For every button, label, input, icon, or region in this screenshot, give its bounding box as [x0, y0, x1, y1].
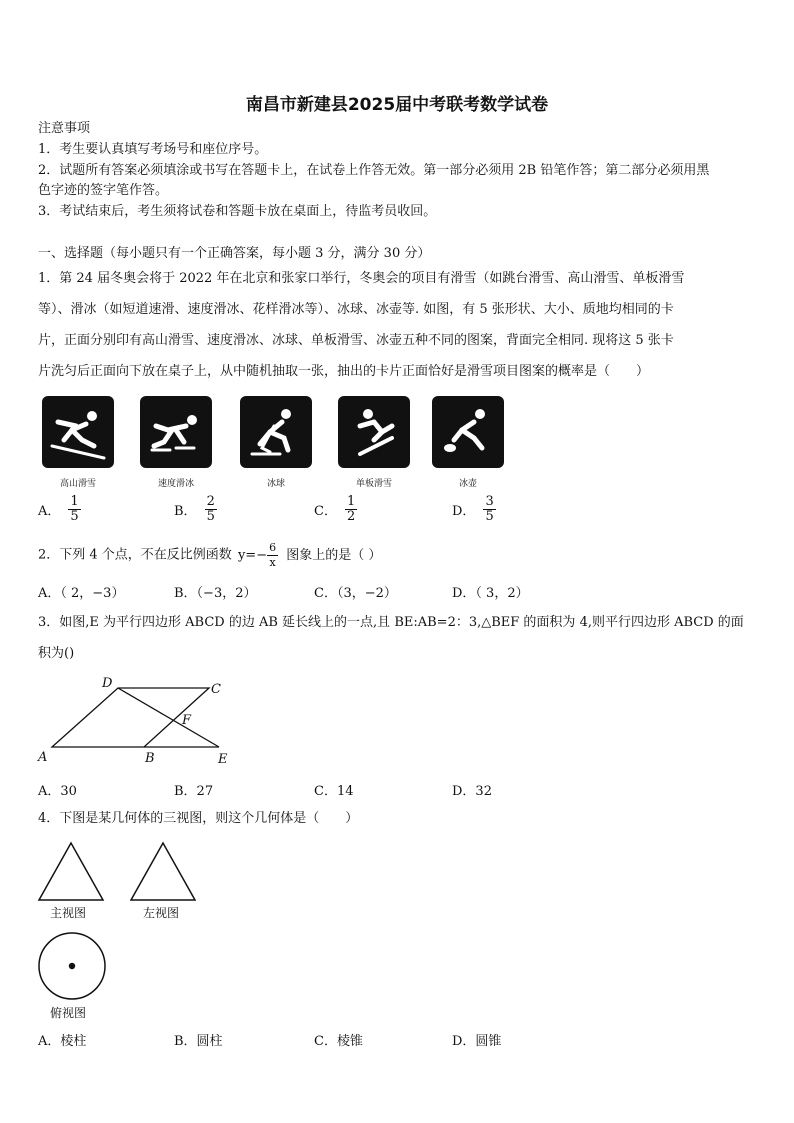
- fraction: [345, 495, 357, 524]
- card-label: 速度滑冰: [157, 479, 194, 489]
- question-3-text: 积为(): [38, 646, 75, 661]
- option-c[interactable]: [314, 495, 357, 524]
- fraction: [483, 495, 495, 524]
- option-b[interactable]: B．（−3，2）: [174, 586, 257, 601]
- top-view-circle: [36, 930, 108, 1002]
- section-heading: 一、选择题（每小题只有一个正确答案，每小题 3 分，满分 30 分）: [38, 246, 431, 261]
- question-1-text: 1．第 24 届冬奥会将于 2022 年在北京和张家口举行，冬奥会的项目有滑雪（如跳台滑雪、高山滑雪、单板滑雪: [38, 271, 685, 286]
- option-d[interactable]: [452, 495, 496, 524]
- denominator: 2: [346, 509, 356, 524]
- question-3-text: 3．如图,E 为平行四边形 ABCD 的边 AB 延长线上的一点,且 BE:AB=2：3,△BEF 的面积为 4,则平行四边形 ABCD 的面: [38, 615, 744, 630]
- point-label-b: B: [145, 751, 155, 766]
- question-2-text: [38, 541, 381, 570]
- notice-item: 2．试题所有答案必须填涂或书写在答题卡上，在试卷上作答无效。第一部分必须用 2B 铅笔作答；第二部分必须用黑: [38, 163, 710, 178]
- option-c[interactable]: C．棱锥: [314, 1034, 363, 1049]
- alpine-skiing-icon: [42, 396, 114, 468]
- denominator: 5: [70, 509, 79, 524]
- option-b[interactable]: B．27: [174, 784, 214, 799]
- option-a[interactable]: A．棱柱: [38, 1034, 87, 1049]
- card-label: 单板滑雪: [355, 479, 392, 489]
- option-c[interactable]: C．14: [314, 784, 354, 799]
- option-c[interactable]: C．（3，−2）: [314, 586, 397, 601]
- denominator: 5: [485, 509, 494, 524]
- option-a[interactable]: [38, 495, 81, 524]
- point-label-c: C: [211, 682, 221, 697]
- snowboard-icon: [338, 396, 410, 468]
- view-label: 俯视图: [50, 1006, 87, 1020]
- fraction: [68, 495, 80, 524]
- question-1-text: 片洗匀后正面向下放在桌子上，从中随机抽取一张，抽出的卡片正面恰好是滑雪项目图案的概率是（ ）: [38, 364, 650, 379]
- point-label-d: D: [102, 676, 113, 691]
- speed-skating-icon: [140, 396, 212, 468]
- option-a[interactable]: A．（ 2，−3）: [38, 586, 125, 601]
- function-fraction: [267, 541, 278, 570]
- ice-hockey-icon: [240, 396, 312, 468]
- question-4-text: 4．下图是某几何体的三视图，则这个几何体是（ ）: [38, 811, 359, 826]
- option-letter: A．: [38, 504, 61, 519]
- parallelogram-diagram: [34, 672, 264, 772]
- numerator: 1: [70, 494, 79, 509]
- question-2-prefix: 2．下列 4 个点，不在反比例函数: [38, 547, 232, 563]
- notice-item: 3．考试结束后，考生须将试卷和答题卡放在桌面上，待监考员收回。: [38, 204, 437, 219]
- front-view-triangle: [39, 843, 103, 900]
- notice-item: 1．考生要认真填写考场号和座位序号。: [38, 142, 268, 157]
- card-label: 冰壶: [458, 479, 477, 489]
- point-label-e: E: [218, 752, 228, 767]
- option-letter: C．: [314, 504, 337, 519]
- option-d[interactable]: D．32: [452, 784, 492, 799]
- option-letter: D．: [452, 504, 476, 519]
- option-b[interactable]: [174, 495, 217, 524]
- option-a[interactable]: A．30: [38, 784, 77, 799]
- view-label: 主视图: [50, 906, 87, 920]
- question-2-suffix: 图象上的是（ ）: [286, 547, 382, 563]
- option-d[interactable]: D．（ 3，2）: [452, 586, 529, 601]
- question-1-text: 片，正面分别印有高山滑雪、速度滑冰、冰球、单板滑雪、冰壶五种不同的图案，背面完全相同. 现将这 5 张卡: [38, 333, 674, 348]
- denominator: x: [269, 556, 276, 569]
- curling-icon: [432, 396, 504, 468]
- view-label: 左视图: [143, 906, 180, 920]
- numerator: 6: [269, 541, 277, 554]
- numerator: 1: [346, 494, 356, 509]
- triangle-views: [36, 840, 206, 904]
- notice-heading: 注意事项: [38, 121, 91, 136]
- numerator: 2: [206, 494, 215, 509]
- page-title: 南昌市新建县2025届中考联考数学试卷: [245, 95, 549, 115]
- side-view-triangle: [131, 843, 195, 900]
- denominator: 5: [206, 509, 215, 524]
- option-d[interactable]: D．圆锥: [452, 1034, 502, 1049]
- notice-item: 色字迹的签字笔作答。: [38, 183, 169, 198]
- option-b[interactable]: B．圆柱: [174, 1034, 223, 1049]
- fraction: [205, 495, 217, 524]
- question-1-text: 等）、滑冰（如短道速滑、速度滑冰、花样滑冰等）、冰球、冰壶等. 如图，有 5 张形状、大小、质地均相同的卡: [38, 302, 674, 317]
- point-label-a: A: [38, 750, 48, 765]
- card-label: 高山滑雪: [59, 479, 96, 489]
- function-lhs: y=−: [237, 547, 268, 563]
- point-label-f: F: [182, 713, 192, 728]
- option-letter: B．: [174, 504, 197, 519]
- numerator: 3: [485, 494, 494, 509]
- card-label: 冰球: [266, 479, 285, 489]
